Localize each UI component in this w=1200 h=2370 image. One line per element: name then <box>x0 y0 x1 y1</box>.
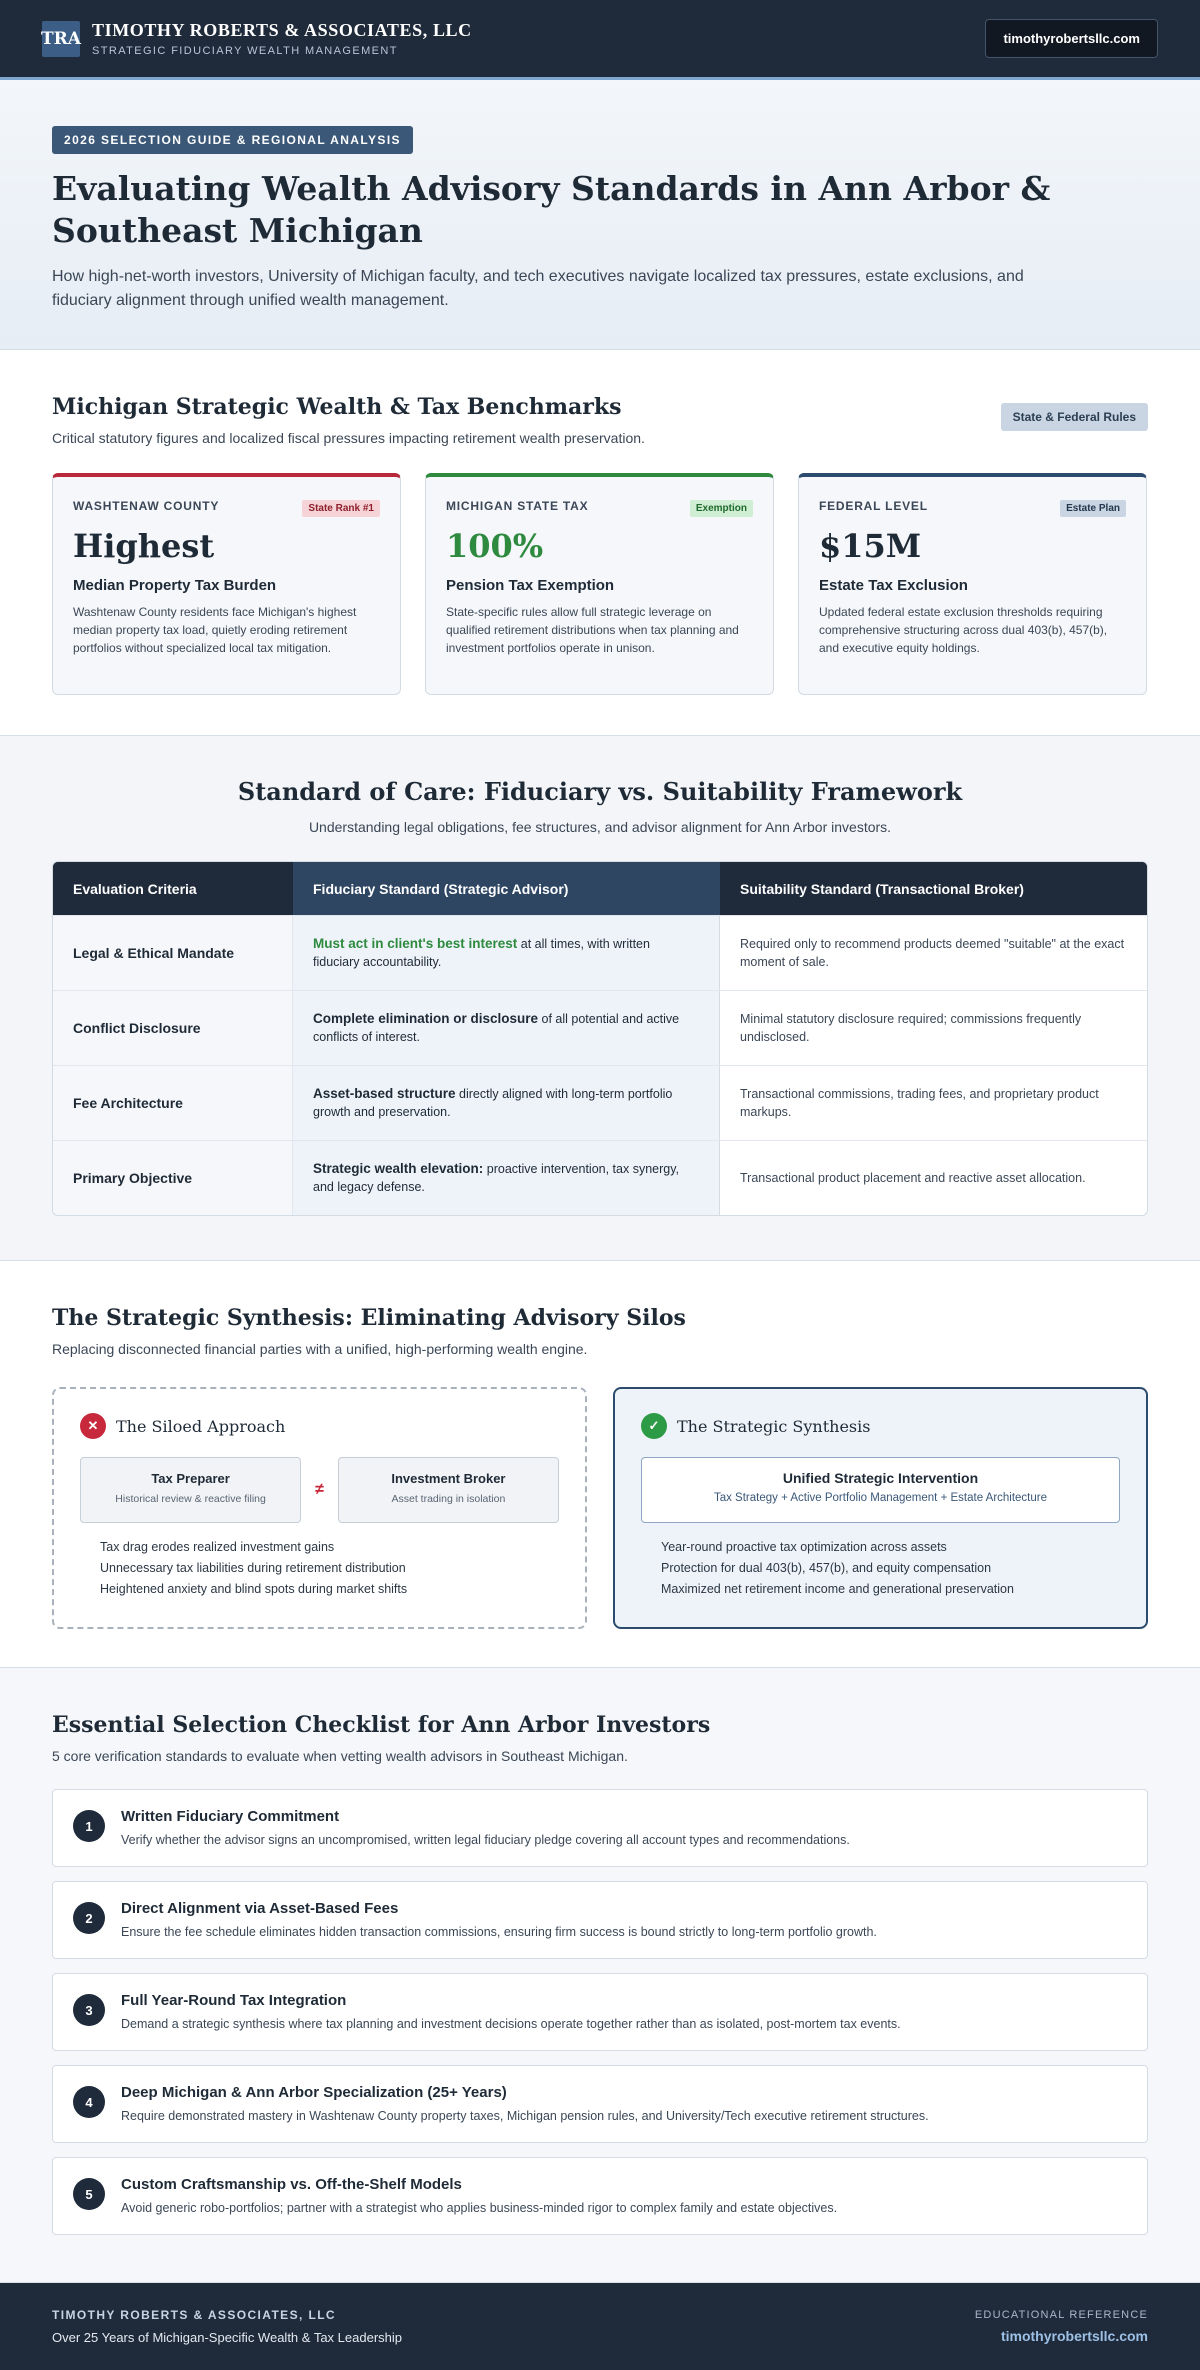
care-subtitle: Understanding legal obligations, fee structures, and advisor alignment for Ann Arbor investors. <box>308 819 892 835</box>
card-tag: Estate Plan <box>1060 500 1126 517</box>
box-title: Investment Broker <box>391 1471 506 1486</box>
suitability-cell: Transactional commissions, trading fees, and proprietary product markups. <box>740 1087 1099 1119</box>
page-title: Evaluating Wealth Advisory Standards in Ann Arbor & Southeast Michigan <box>52 169 1051 250</box>
item-description: Require demonstrated mastery in Washtenaw County property taxes, Michigan pension rules, and University/Tech executive retirement structures. <box>121 2109 929 2123</box>
card-tag: Exemption <box>690 500 753 517</box>
suitability-cell: Minimal statutory disclosure required; commissions frequently undisclosed. <box>740 1012 1082 1044</box>
item-body <box>121 1808 850 1847</box>
item-number: 4 <box>73 2086 105 2118</box>
item-title: Full Year-Round Tax Integration <box>121 1992 347 2009</box>
box-title: Tax Preparer <box>151 1471 230 1486</box>
item-description: Verify whether the advisor signs an uncompromised, written legal fiduciary pledge covering all account types and recommendations. <box>121 1833 850 1847</box>
card-description: Washtenaw County residents face Michigan's highest median property tax load, quietly eroding retirement portfolios without specialized local tax mitigation. <box>73 605 357 655</box>
box-subtitle: Tax Strategy + Active Portfolio Management + Estate Architecture <box>713 1492 1048 1504</box>
fiduciary-cell <box>293 916 720 990</box>
hero-description: How high-net-worth investors, University of Michigan faculty, and tech executives navigate localized tax pressures, estate exclusions, and fiduciary alignment through unified wealth management. <box>52 268 1024 309</box>
footer-reference-label: EDUCATIONAL REFERENCE <box>974 2309 1148 2321</box>
list-item: Maximized net retirement income and generational preservation <box>661 1582 1014 1596</box>
brand[interactable] <box>42 20 472 57</box>
fiduciary-cell <box>293 1066 720 1140</box>
card-heading: Estate Tax Exclusion <box>819 577 968 594</box>
item-body <box>121 1992 901 2031</box>
fiduciary-text: of all potential and active conflicts of interest. <box>313 1012 680 1044</box>
criteria-cell: Fee Architecture <box>53 1066 293 1140</box>
checklist-item <box>52 1789 1148 1867</box>
panel-header <box>80 1413 559 1439</box>
card-label: FEDERAL LEVEL <box>819 499 928 513</box>
benchmark-card-michigan <box>425 473 774 695</box>
fiduciary-text: directly aligned with long-term portfolio growth and preservation. <box>313 1087 673 1119</box>
item-body <box>121 2084 929 2123</box>
fiduciary-lead: Asset-based structure <box>313 1086 456 1101</box>
item-body <box>121 1900 877 1939</box>
fiduciary-lead: Complete elimination or disclosure <box>313 1011 539 1026</box>
item-title: Direct Alignment via Asset-Based Fees <box>121 1900 399 1917</box>
strategic-points <box>641 1537 1120 1600</box>
table-header-row <box>53 862 1147 915</box>
table-row <box>53 1140 1147 1215</box>
box-title: Unified Strategic Intervention <box>782 1470 979 1486</box>
list-item: Tax drag erodes realized investment gains <box>100 1540 335 1554</box>
card-value: 100% <box>446 527 544 565</box>
brand-text <box>92 20 472 57</box>
hero-badge: 2026 SELECTION GUIDE & REGIONAL ANALYSIS <box>52 126 413 154</box>
criteria-cell: Primary Objective <box>53 1141 293 1215</box>
firm-name: TIMOTHY ROBERTS & ASSOCIATES, LLC <box>92 20 472 40</box>
item-title: Deep Michigan & Ann Arbor Specialization (25+ Years) <box>121 2084 507 2101</box>
footer-website-link[interactable]: timothyrobertsllc.com <box>1000 2328 1148 2344</box>
benchmarks-section <box>0 350 1200 736</box>
checklist-subtitle: 5 core verification standards to evaluate when vetting wealth advisors in Southeast Michigan. <box>52 1748 628 1764</box>
tax-preparer-box <box>80 1457 301 1523</box>
synthesis-title: The Strategic Synthesis: Eliminating Advisory Silos <box>52 1305 686 1331</box>
item-title: Custom Craftsmanship vs. Off-the-Shelf Models <box>121 2176 462 2193</box>
card-tag: State Rank #1 <box>302 500 380 517</box>
care-title: Standard of Care: Fiduciary vs. Suitability Framework <box>237 777 963 806</box>
box-subtitle: Historical review & reactive filing <box>115 1493 266 1505</box>
item-number: 3 <box>73 1994 105 2026</box>
table-row <box>53 990 1147 1065</box>
silo-boxes <box>80 1457 559 1523</box>
item-body <box>121 2176 837 2215</box>
list-item: Heightened anxiety and blind spots during market shifts <box>100 1582 408 1596</box>
site-header <box>0 0 1200 80</box>
checklist-section <box>0 1668 1200 2283</box>
investment-broker-box <box>338 1457 559 1523</box>
list-item: Protection for dual 403(b), 457(b), and equity compensation <box>661 1561 992 1575</box>
standard-of-care-section <box>0 736 1200 1261</box>
list-item: Unnecessary tax liabilities during retirement distribution <box>100 1561 406 1575</box>
item-number: 5 <box>73 2178 105 2210</box>
firm-tagline: STRATEGIC FIDUCIARY WEALTH MANAGEMENT <box>92 45 398 57</box>
footer-left <box>52 2308 402 2345</box>
comparison-table <box>52 861 1148 1216</box>
card-heading: Pension Tax Exemption <box>446 577 615 594</box>
firm-logo: TRA <box>42 21 80 57</box>
check-icon: ✓ <box>641 1413 667 1439</box>
benchmarks-title: Michigan Strategic Wealth & Tax Benchmarks <box>52 394 622 420</box>
column-header: Fiduciary Standard (Strategic Advisor) <box>293 862 720 915</box>
criteria-cell: Legal & Ethical Mandate <box>53 916 293 990</box>
fiduciary-text: proactive intervention, tax synergy, and legacy defense. <box>313 1162 680 1194</box>
suitability-cell: Transactional product placement and reactive asset allocation. <box>740 1171 1086 1185</box>
rules-badge: State & Federal Rules <box>1001 403 1148 431</box>
siloed-approach-panel <box>52 1387 587 1629</box>
benchmark-card-washtenaw <box>52 473 401 695</box>
card-heading: Median Property Tax Burden <box>73 577 277 594</box>
fiduciary-cell <box>293 991 720 1065</box>
benchmark-cards <box>52 473 1148 695</box>
card-value: Highest <box>73 527 215 565</box>
not-equal-icon: ≠ <box>315 1481 324 1498</box>
suitability-cell: Required only to recommend products deemed "suitable" at the exact moment of sale. <box>740 937 1125 969</box>
card-value: $15M <box>819 527 922 565</box>
close-icon: ✕ <box>80 1413 106 1439</box>
footer-tagline: Over 25 Years of Michigan-Specific Wealth & Tax Leadership <box>52 2330 402 2345</box>
card-description: State-specific rules allow full strategic leverage on qualified retirement distributions when tax planning and investment portfolios operate in unison. <box>446 605 739 655</box>
synthesis-subtitle: Replacing disconnected financial parties with a unified, high-performing wealth engine. <box>52 1341 588 1357</box>
table-row <box>53 915 1147 990</box>
benchmark-card-federal <box>798 473 1147 695</box>
card-label: WASHTENAW COUNTY <box>73 499 220 513</box>
column-header: Evaluation Criteria <box>53 862 293 915</box>
fiduciary-text: at all times, with written fiduciary accountability. <box>313 937 650 969</box>
approach-panels <box>52 1387 1148 1629</box>
checklist-items <box>52 1789 1148 2235</box>
item-number: 2 <box>73 1902 105 1934</box>
benchmarks-subtitle: Critical statutory figures and localized fiscal pressures impacting retirement wealth preservation. <box>52 430 645 446</box>
strategic-synthesis-panel <box>613 1387 1148 1629</box>
checklist-title: Essential Selection Checklist for Ann Arbor Investors <box>52 1712 711 1738</box>
siloed-points <box>80 1537 559 1600</box>
card-description: Updated federal estate exclusion thresholds requiring comprehensive structuring across dual 403(b), 457(b), and executive equity holdings. <box>819 605 1108 655</box>
unified-intervention-box <box>641 1457 1120 1523</box>
panel-header <box>641 1413 1120 1439</box>
hero-section <box>0 80 1200 350</box>
item-description: Ensure the fee schedule eliminates hidden transaction commissions, ensuring firm success is bound strictly to long-term portfolio growth. <box>121 1925 877 1939</box>
box-subtitle: Asset trading in isolation <box>391 1493 506 1505</box>
list-item: Year-round proactive tax optimization across assets <box>661 1540 947 1554</box>
footer-firm-name: TIMOTHY ROBERTS & ASSOCIATES, LLC <box>52 2308 336 2322</box>
footer-right <box>975 2309 1148 2344</box>
synthesis-section <box>0 1261 1200 1668</box>
panel-title: The Siloed Approach <box>116 1416 286 1436</box>
fiduciary-lead: Strategic wealth elevation: <box>313 1161 484 1176</box>
column-header: Suitability Standard (Transactional Broker) <box>720 862 1147 915</box>
fiduciary-cell <box>293 1141 720 1215</box>
website-button[interactable]: timothyrobertsllc.com <box>985 19 1158 58</box>
checklist-item <box>52 1973 1148 2051</box>
item-title: Written Fiduciary Commitment <box>121 1808 340 1825</box>
table-row <box>53 1065 1147 1140</box>
item-number: 1 <box>73 1810 105 1842</box>
card-label: MICHIGAN STATE TAX <box>446 499 589 513</box>
fiduciary-lead: Must act in client's best interest <box>313 936 518 951</box>
checklist-item <box>52 2157 1148 2235</box>
item-description: Demand a strategic synthesis where tax planning and investment decisions operate together rather than as isolated, post-mortem tax events. <box>121 2017 901 2031</box>
item-description: Avoid generic robo-portfolios; partner with a strategist who applies business-minded rigor to complex family and estate objectives. <box>121 2201 838 2215</box>
checklist-item <box>52 2065 1148 2143</box>
site-footer <box>0 2283 1200 2370</box>
criteria-cell: Conflict Disclosure <box>53 991 293 1065</box>
panel-title: The Strategic Synthesis <box>677 1416 871 1436</box>
checklist-item <box>52 1881 1148 1959</box>
